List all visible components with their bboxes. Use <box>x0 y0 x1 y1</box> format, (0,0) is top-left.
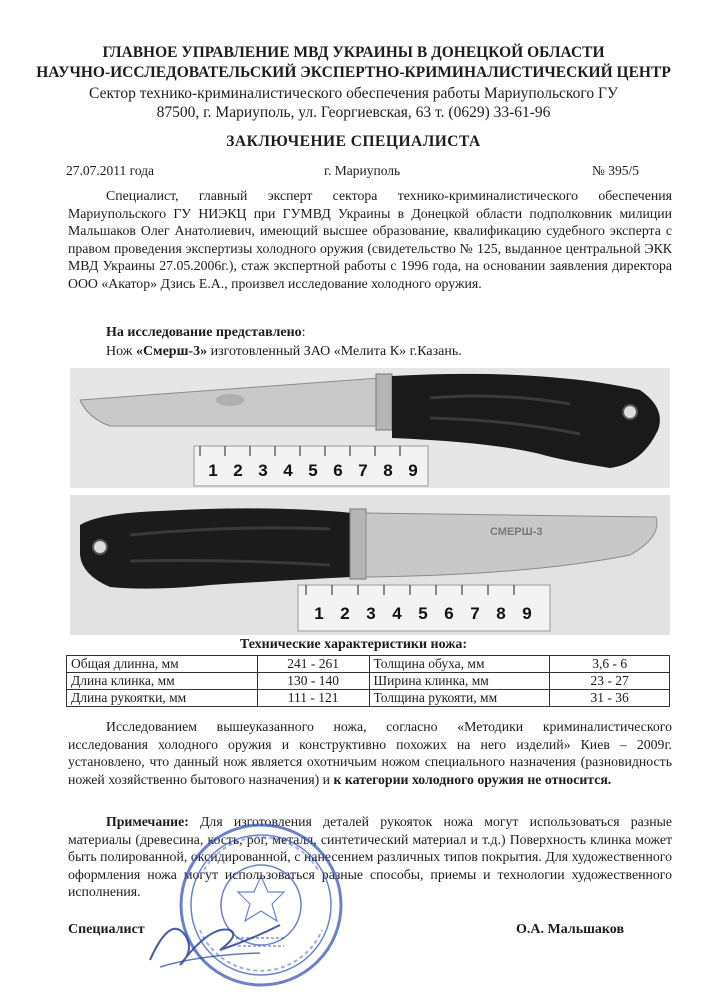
table-row <box>67 673 670 690</box>
ruler-bottom-digit: 6 <box>444 604 454 623</box>
submitted-prefix: Нож <box>106 344 136 359</box>
ruler-bottom-digit: 9 <box>522 604 532 623</box>
document-title: ЗАКЛЮЧЕНИЕ СПЕЦИАЛИСТА <box>226 133 481 150</box>
ruler-bottom-digit: 8 <box>496 604 506 623</box>
conclusion-verdict: к категории холодного оружия не относится. <box>333 771 612 787</box>
specs-title: Технические характеристики ножа: <box>239 637 468 652</box>
spec-value: 3,6 - 6 <box>550 656 670 673</box>
knife-photo-bottom <box>70 495 670 635</box>
ruler-bottom-digit: 1 <box>314 604 324 623</box>
conclusion-paragraph <box>68 718 672 788</box>
header-sector: Сектор технико-криминалистического обеспечения работы Мариупольского ГУ <box>89 85 618 102</box>
spec-param: Толщина рукояти, мм <box>369 690 550 707</box>
spec-value: 31 - 36 <box>550 690 670 707</box>
spec-param: Общая длинна, мм <box>67 656 258 673</box>
document-city: г. Мариуполь <box>324 163 401 178</box>
note-paragraph <box>68 813 672 901</box>
document-number: № 395/5 <box>592 163 640 178</box>
note-label: Примечание: <box>106 814 189 829</box>
ruler-top-digit: 7 <box>358 461 368 480</box>
spec-param: Длина рукоятки, мм <box>67 690 258 707</box>
ruler-bottom-digit: 7 <box>470 604 480 623</box>
ruler-bottom-digit: 4 <box>392 604 402 623</box>
submitted-label-line <box>106 325 306 341</box>
note-text: Для изготовления деталей рукояток ножа могут использоваться разные материалы (древесина, кость, рог, металл, синтетический материал и т.д.) Поверхность клинка может быть полированной, оксидированной, с нанесением различных типов покрытия. Для художественного оформления ножа могут использоваться разные способы, приемы и технологии художественного исполнения. <box>68 814 672 900</box>
table-row <box>67 690 670 707</box>
conclusion-text: Исследованием вышеуказанного ножа, согласно «Методики криминалистического исследования холодного оружия и конструктивно похожих на него изделий» Киев – 2009г. установлено, что данный нож является охотничьим ножом специального назначения (разновидность ножей хозяйственно бытового назначения) и <box>68 719 672 787</box>
ruler-top-digit: 2 <box>233 461 243 480</box>
knife-name: «Смерш-3» <box>135 344 208 359</box>
document-date: 27.07.2011 года <box>66 163 155 178</box>
ruler-bottom-digit: 3 <box>366 604 376 623</box>
ruler-top-digit: 9 <box>408 461 418 480</box>
signature-name: О.А. Мальшаков <box>516 922 625 937</box>
ruler-top-digit: 4 <box>283 461 293 480</box>
spec-value: 23 - 27 <box>550 673 670 690</box>
spec-param: Длина клинка, мм <box>67 673 258 690</box>
signature-label: Специалист <box>68 922 145 937</box>
knife-photo-top <box>70 368 670 488</box>
intro-paragraph: Специалист, главный эксперт сектора технико-криминалистического обеспечения Мариупольского ГУ НИЭКЦ при ГУМВД Украины в Донецкой области подполковник милиции Мальшаков Олег Анатолиевич, имеющий высшее образование, квалификацию судебного эксперта с правом проведения экспертизы холодного оружия (свидетельство № 125, выданное центральной ЭКК МВД Украины 27.05.2006г.), стаж экспертной работы с 1996 года, на основании заявления директора ООО «Акатор» Дзись Е.А., произвел исследование холодного оружия. <box>68 188 672 291</box>
blade-marking: СМЕРШ-3 <box>490 526 543 538</box>
submitted-suffix: изготовленный ЗАО «Мелита К» г.Казань. <box>207 344 462 359</box>
ruler-top-digit: 1 <box>208 461 218 480</box>
handwritten-signature <box>140 905 290 975</box>
ruler-top-digit: 3 <box>258 461 268 480</box>
ruler-bottom-digit: 5 <box>418 604 428 623</box>
ruler-top-digit: 6 <box>333 461 343 480</box>
header-address: 87500, г. Мариуполь, ул. Георгиевская, 63 т. (0629) 33-61-96 <box>156 104 551 121</box>
ruler-bottom-digit: 2 <box>340 604 350 623</box>
ruler-top-digit: 5 <box>308 461 318 480</box>
submitted-label: На исследование представлено <box>106 325 302 340</box>
ruler-top-digit: 8 <box>383 461 393 480</box>
spec-param: Толщина обуха, мм <box>369 656 550 673</box>
spec-param: Ширина клинка, мм <box>369 673 550 690</box>
specs-table <box>66 655 670 707</box>
spec-value: 130 - 140 <box>257 673 369 690</box>
submitted-colon: : <box>301 325 306 340</box>
spec-value: 241 - 261 <box>257 656 369 673</box>
header-center: НАУЧНО-ИССЛЕДОВАТЕЛЬСКИЙ ЭКСПЕРТНО-КРИМИНАЛИСТИЧЕСКИЙ ЦЕНТР <box>36 64 671 81</box>
submitted-item-line <box>106 344 462 360</box>
table-row <box>67 656 670 673</box>
header-ministry: ГЛАВНОЕ УПРАВЛЕНИЕ МВД УКРАИНЫ В ДОНЕЦКОЙ ОБЛАСТИ <box>102 44 605 61</box>
spec-value: 111 - 121 <box>257 690 369 707</box>
